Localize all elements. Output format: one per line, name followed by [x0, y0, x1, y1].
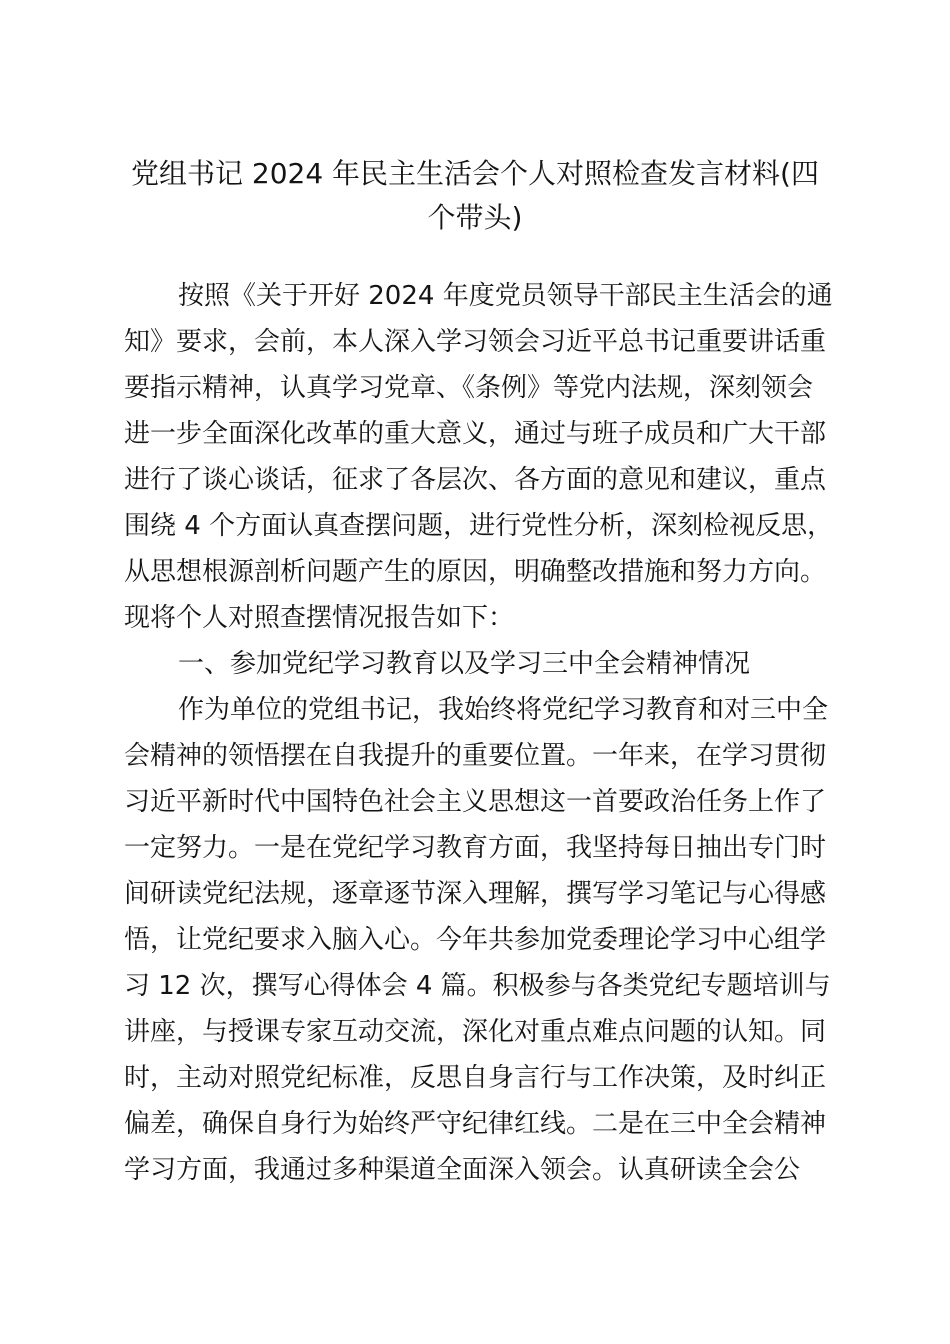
body-line-8: 讲座，与授课专家互动交流，深化对重点难点问题的认知。同	[124, 1017, 827, 1047]
intro-line-6: 围绕 4 个方面认真查摆问题，进行党性分析，深刻检视反思，	[124, 511, 834, 541]
document-title-line-1: 党组书记 2024 年民主生活会个人对照检查发言材料(四	[131, 157, 819, 190]
body-line-5: 间研读党纪法规，逐章逐节深入理解，撰写学习笔记与心得感	[124, 879, 827, 909]
body-line-11: 学习方面，我通过多种渠道全面深入领会。认真研读全会公	[124, 1155, 801, 1185]
intro-line-8: 现将个人对照查摆情况报告如下：	[124, 603, 515, 633]
intro-line-1: 按照《关于开好 2024 年度党员领导干部民主生活会的通	[178, 281, 833, 311]
body-line-6: 悟，让党纪要求入脑入心。今年共参加党委理论学习中心组学	[124, 925, 827, 955]
body-line-9: 时，主动对照党纪标准，反思自身言行与工作决策，及时纠正	[124, 1063, 827, 1093]
body-line-1: 作为单位的党组书记，我始终将党纪学习教育和对三中全	[178, 695, 829, 725]
intro-line-4: 进一步全面深化改革的重大意义，通过与班子成员和广大干部	[124, 419, 827, 449]
section-heading: 一、参加党纪学习教育以及学习三中全会精神情况	[178, 649, 751, 679]
body-line-7: 习 12 次，撰写心得体会 4 篇。积极参与各类党纪专题培训与	[124, 971, 831, 1001]
body-line-10: 偏差，确保自身行为始终严守纪律红线。二是在三中全会精神	[124, 1109, 827, 1139]
intro-line-3: 要指示精神，认真学习党章、《条例》等党内法规，深刻领会	[124, 373, 814, 403]
body-line-2: 会精神的领悟摆在自我提升的重要位置。一年来，在学习贯彻	[124, 741, 827, 771]
body-line-4: 一定努力。一是在党纪学习教育方面，我坚持每日抽出专门时	[124, 833, 827, 863]
intro-line-5: 进行了谈心谈话，征求了各层次、各方面的意见和建议，重点	[124, 465, 827, 495]
intro-line-2: 知》要求，会前，本人深入学习领会习近平总书记重要讲话重	[124, 327, 827, 357]
body-line-3: 习近平新时代中国特色社会主义思想这一首要政治任务上作了	[124, 787, 827, 817]
document-title-line-2: 个带头)	[427, 201, 523, 234]
intro-line-7: 从思想根源剖析问题产生的原因，明确整改措施和努力方向。	[124, 557, 827, 587]
